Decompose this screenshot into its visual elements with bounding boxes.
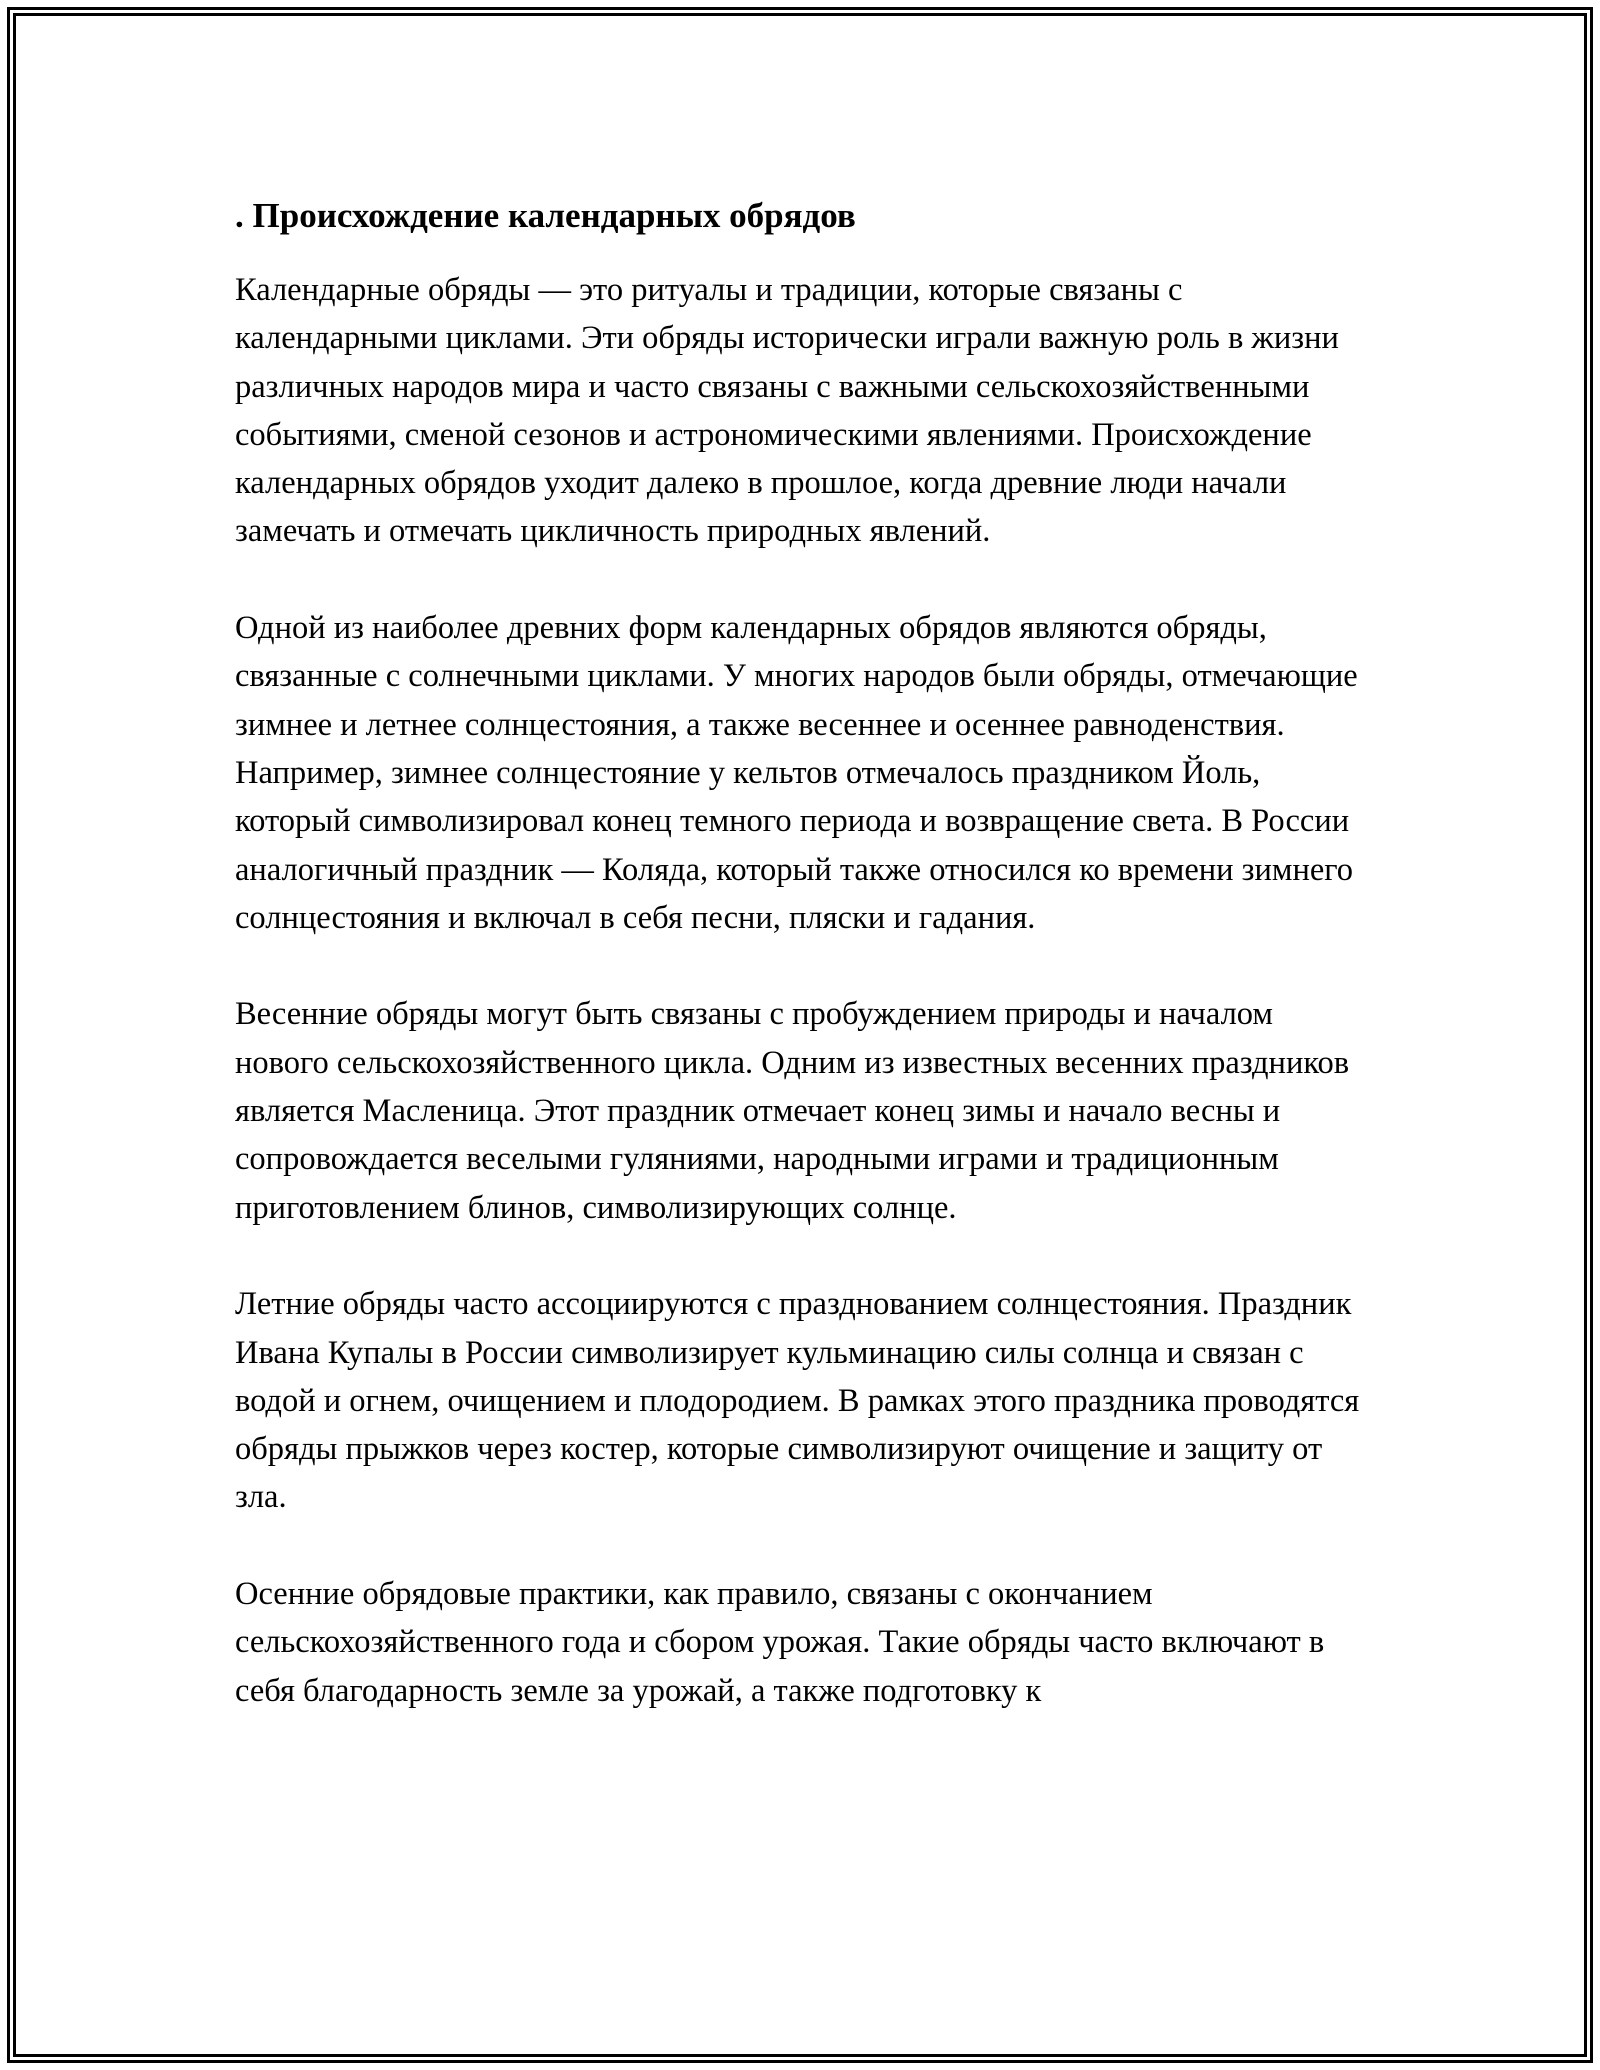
paragraph-5: Осенние обрядовые практики, как правило, связаны с окончанием сельскохозяйственного года и сбором урожая. Такие обряды часто включают в себя благодарность земле за урожай, а также подготовку к xyxy=(235,1576,1325,1709)
document-body xyxy=(235,188,1365,1763)
paragraph-4: Летние обряды часто ассоциируются с празднованием солнцестояния. Праздник Ивана Купалы в России символизирует кульминацию силы солнца и связан с водой и огнем, очищением и плодородием. В рамках этого праздника проводятся обряды прыжков через костер, которые символизируют очищение и защиту от зла. xyxy=(235,1286,1360,1516)
paragraph-1: Календарные обряды — это ритуалы и традиции, которые связаны с календарными циклами. Эти обряды исторически играли важную роль в жизни различных народов мира и часто связаны с важными сельскохозяйственными событиями, сменой сезонов и астрономическими явлениями. Происхождение календарных обрядов уходит далеко в прошлое, когда древние люди начали замечать и отмечать цикличность природных явлений. xyxy=(235,272,1339,550)
section-heading: . Происхождение календарных обрядов xyxy=(235,196,856,235)
paragraph-2: Одной из наиболее древних форм календарных обрядов являются обряды, связанные с солнечными циклами. У многих народов были обряды, отмечающие зимнее и летнее солнцестояния, а также весеннее и осеннее равноденствия. Например, зимнее солнцестояние у кельтов отмечалось праздником Йоль, который символизировал конец темного периода и возвращение света. В России аналогичный праздник — Коляда, который также относился ко времени зимнего солнцестояния и включал в себя песни, пляски и гадания. xyxy=(235,610,1358,936)
paragraph-3: Весенние обряды могут быть связаны с пробуждением природы и началом нового сельскохозяйственного цикла. Одним из известных весенних праздников является Масленица. Этот праздник отмечает конец зимы и начало весны и сопровождается веселыми гуляниями, народными играми и традиционным приготовлением блинов, символизирующих солнце. xyxy=(235,996,1350,1226)
